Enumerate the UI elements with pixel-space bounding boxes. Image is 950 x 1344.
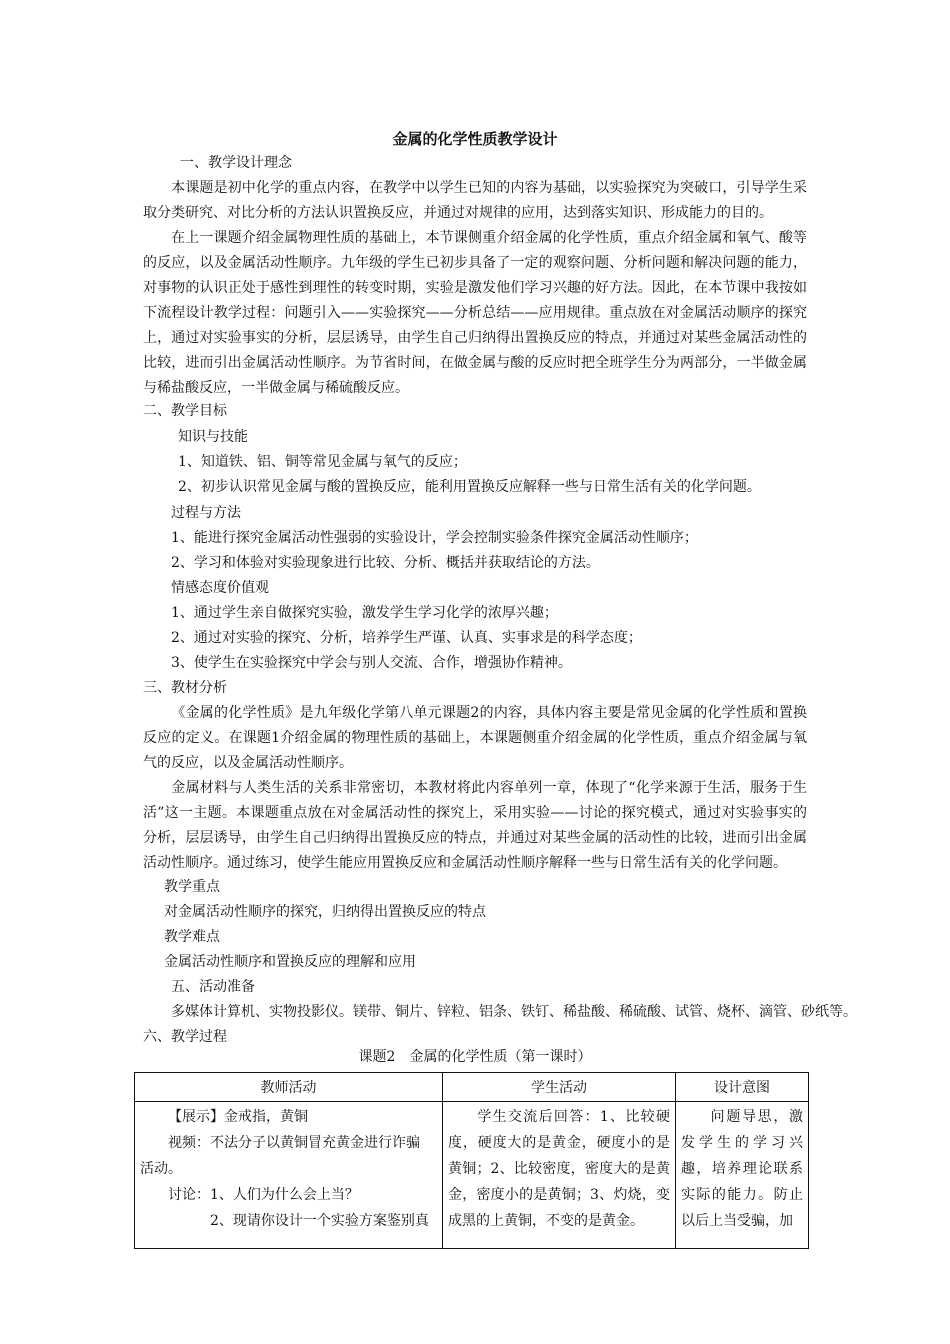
section-1-heading: 一、教学设计理念 xyxy=(180,155,292,171)
difficulty-text: 金属活动性顺序和置换反应的理解和应用 xyxy=(164,954,416,970)
section-3-paragraph-1 xyxy=(143,701,807,776)
section-3-paragraph-2-text: 金属材料与人类生活的关系非常密切，本教材将此内容单列一章，体现了“化学来源于生活，服务于生活”这一主题。本课题重点放在对金属活动性的探究上，采用实验——讨论的探究模式，通过对实验事实的分析，层层诱导，由学生自己归纳得出置换反应的特点，并通过对某些金属的活动性的比较，进而引出金属活动性顺序。通过练习，使学生能应用置换反应和金属活动性顺序解释一些与日常生活有关的化学问题。 xyxy=(143,780,807,871)
key-point-text: 对金属活动性顺序的探究，归纳得出置换反应的特点 xyxy=(164,904,486,920)
knowledge-goal-1: 1、知道铁、铝、铜等常见金属与氧气的反应； xyxy=(178,454,467,470)
teacher-line-2: 视频：不法分子以黄铜冒充黄金进行诈骗 xyxy=(168,1135,420,1151)
section-3-paragraph-2 xyxy=(143,776,807,876)
difficulty-heading: 教学难点 xyxy=(164,929,220,945)
section-5-heading: 五、活动准备 xyxy=(171,979,255,995)
process-goal-1: 1、能进行探究金属活动性强弱的实验设计，学会控制实验条件探究金属活动性顺序； xyxy=(171,530,698,546)
key-point-heading: 教学重点 xyxy=(164,879,220,895)
table-caption: 课题2 金属的化学性质（第一课时） xyxy=(358,1049,592,1065)
section-1-paragraph-2 xyxy=(143,226,807,401)
header-design-intent: 设计意图 xyxy=(676,1073,809,1102)
teacher-line-3: 活动。 xyxy=(140,1161,182,1177)
student-activity-cell xyxy=(443,1102,676,1249)
table-row xyxy=(135,1102,809,1249)
section-1-paragraph-2-text: 在上一课题介绍金属物理性质的基础上，本节课侧重介绍金属的化学性质，重点介绍金属和氧气、酸等的反应，以及金属活动性顺序。九年级的学生已初步具备了一定的观察问题、分析问题和解决问题的能力，对事物的认识正处于感性到理性的转变时期，实验是激发他们学习兴趣的好方法。因此，在本节课中我按如下流程设计教学过程：问题引入——实验探究——分析总结——应用规律。重点放在对金属活动顺序的探究上，通过对实验事实的分析，层层诱导，由学生自己归纳得出置换反应的特点，并通过对某些金属活动性的比较，进而引出金属活动性顺序。为节省时间，在做金属与酸的反应时把全班学生分为两部分，一半做金属与稀盐酸反应，一半做金属与稀硫酸反应。 xyxy=(143,230,807,396)
knowledge-skills-heading: 知识与技能 xyxy=(178,429,248,445)
knowledge-goal-2: 2、初步认识常见金属与酸的置换反应，能利用置换反应解释一些与日常生活有关的化学问题。 xyxy=(178,479,761,495)
section-6-heading: 六、教学过程 xyxy=(143,1029,227,1045)
student-activity-text: 学生交流后回答：1、比较硬度，硬度大的是黄金，硬度小的是黄铜；2、比较密度，密度大的是黄金，密度小的是黄铜；3、灼烧，变成黑的上黄铜，不变的是黄金。 xyxy=(448,1109,670,1229)
teacher-line-5: 2、现请你设计一个实验方案鉴别真 xyxy=(210,1213,429,1229)
header-teacher-activity: 教师活动 xyxy=(135,1073,443,1102)
process-goal-2: 2、学习和体验对实验现象进行比较、分析、概括并获取结论的方法。 xyxy=(171,555,600,571)
process-method-heading: 过程与方法 xyxy=(171,505,241,521)
design-intent-cell xyxy=(676,1102,809,1249)
section-3-paragraph-1-text: 《金属的化学性质》是九年级化学第八单元课题2的内容，具体内容主要是常见金属的化学性质和置换反应的定义。在课题1介绍金属的物理性质的基础上，本课题侧重介绍金属的化学性质，重点介绍金属与氧气的反应，以及金属活动性顺序。 xyxy=(143,705,807,771)
teacher-line-4: 讨论：1、人们为什么会上当？ xyxy=(168,1187,359,1203)
section-5-text: 多媒体计算机、实物投影仪。镁带、铜片、锌粒、铝条、铁钉、稀盐酸、稀硫酸、试管、烧杯、滴管、砂纸等。 xyxy=(171,1004,857,1020)
teacher-activity-cell xyxy=(135,1102,443,1249)
emotion-goal-1: 1、通过学生亲自做探究实验，激发学生学习化学的浓厚兴趣； xyxy=(171,605,558,621)
document-title: 金属的化学性质教学设计 xyxy=(392,130,558,148)
emotion-goal-3: 3、使学生在实验探究中学会与别人交流、合作，增强协作精神。 xyxy=(171,655,572,671)
emotion-goal-2: 2、通过对实验的探究、分析，培养学生严谨、认真、实事求是的科学态度； xyxy=(171,630,642,646)
table-header-row xyxy=(135,1073,809,1102)
section-3-heading: 三、教材分析 xyxy=(143,680,227,696)
section-2-heading: 二、教学目标 xyxy=(143,403,227,419)
design-intent-text: 问题导思，激发学生的学习兴趣，培养理论联系实际的能力。防止以后上当受骗，加 xyxy=(681,1109,803,1229)
section-1-paragraph-1-text: 本课题是初中化学的重点内容，在教学中以学生已知的内容为基础，以实验探究为突破口，引导学生采取分类研究、对比分析的方法认识置换反应，并通过对规律的应用，达到落实知识、形成能力的目的。 xyxy=(143,180,807,221)
lesson-process-table xyxy=(134,1072,809,1249)
section-1-paragraph-1 xyxy=(143,176,807,226)
emotion-values-heading: 情感态度价值观 xyxy=(171,580,269,596)
header-student-activity: 学生活动 xyxy=(443,1073,676,1102)
teacher-line-1: 【展示】金戒指，黄铜 xyxy=(168,1109,308,1125)
